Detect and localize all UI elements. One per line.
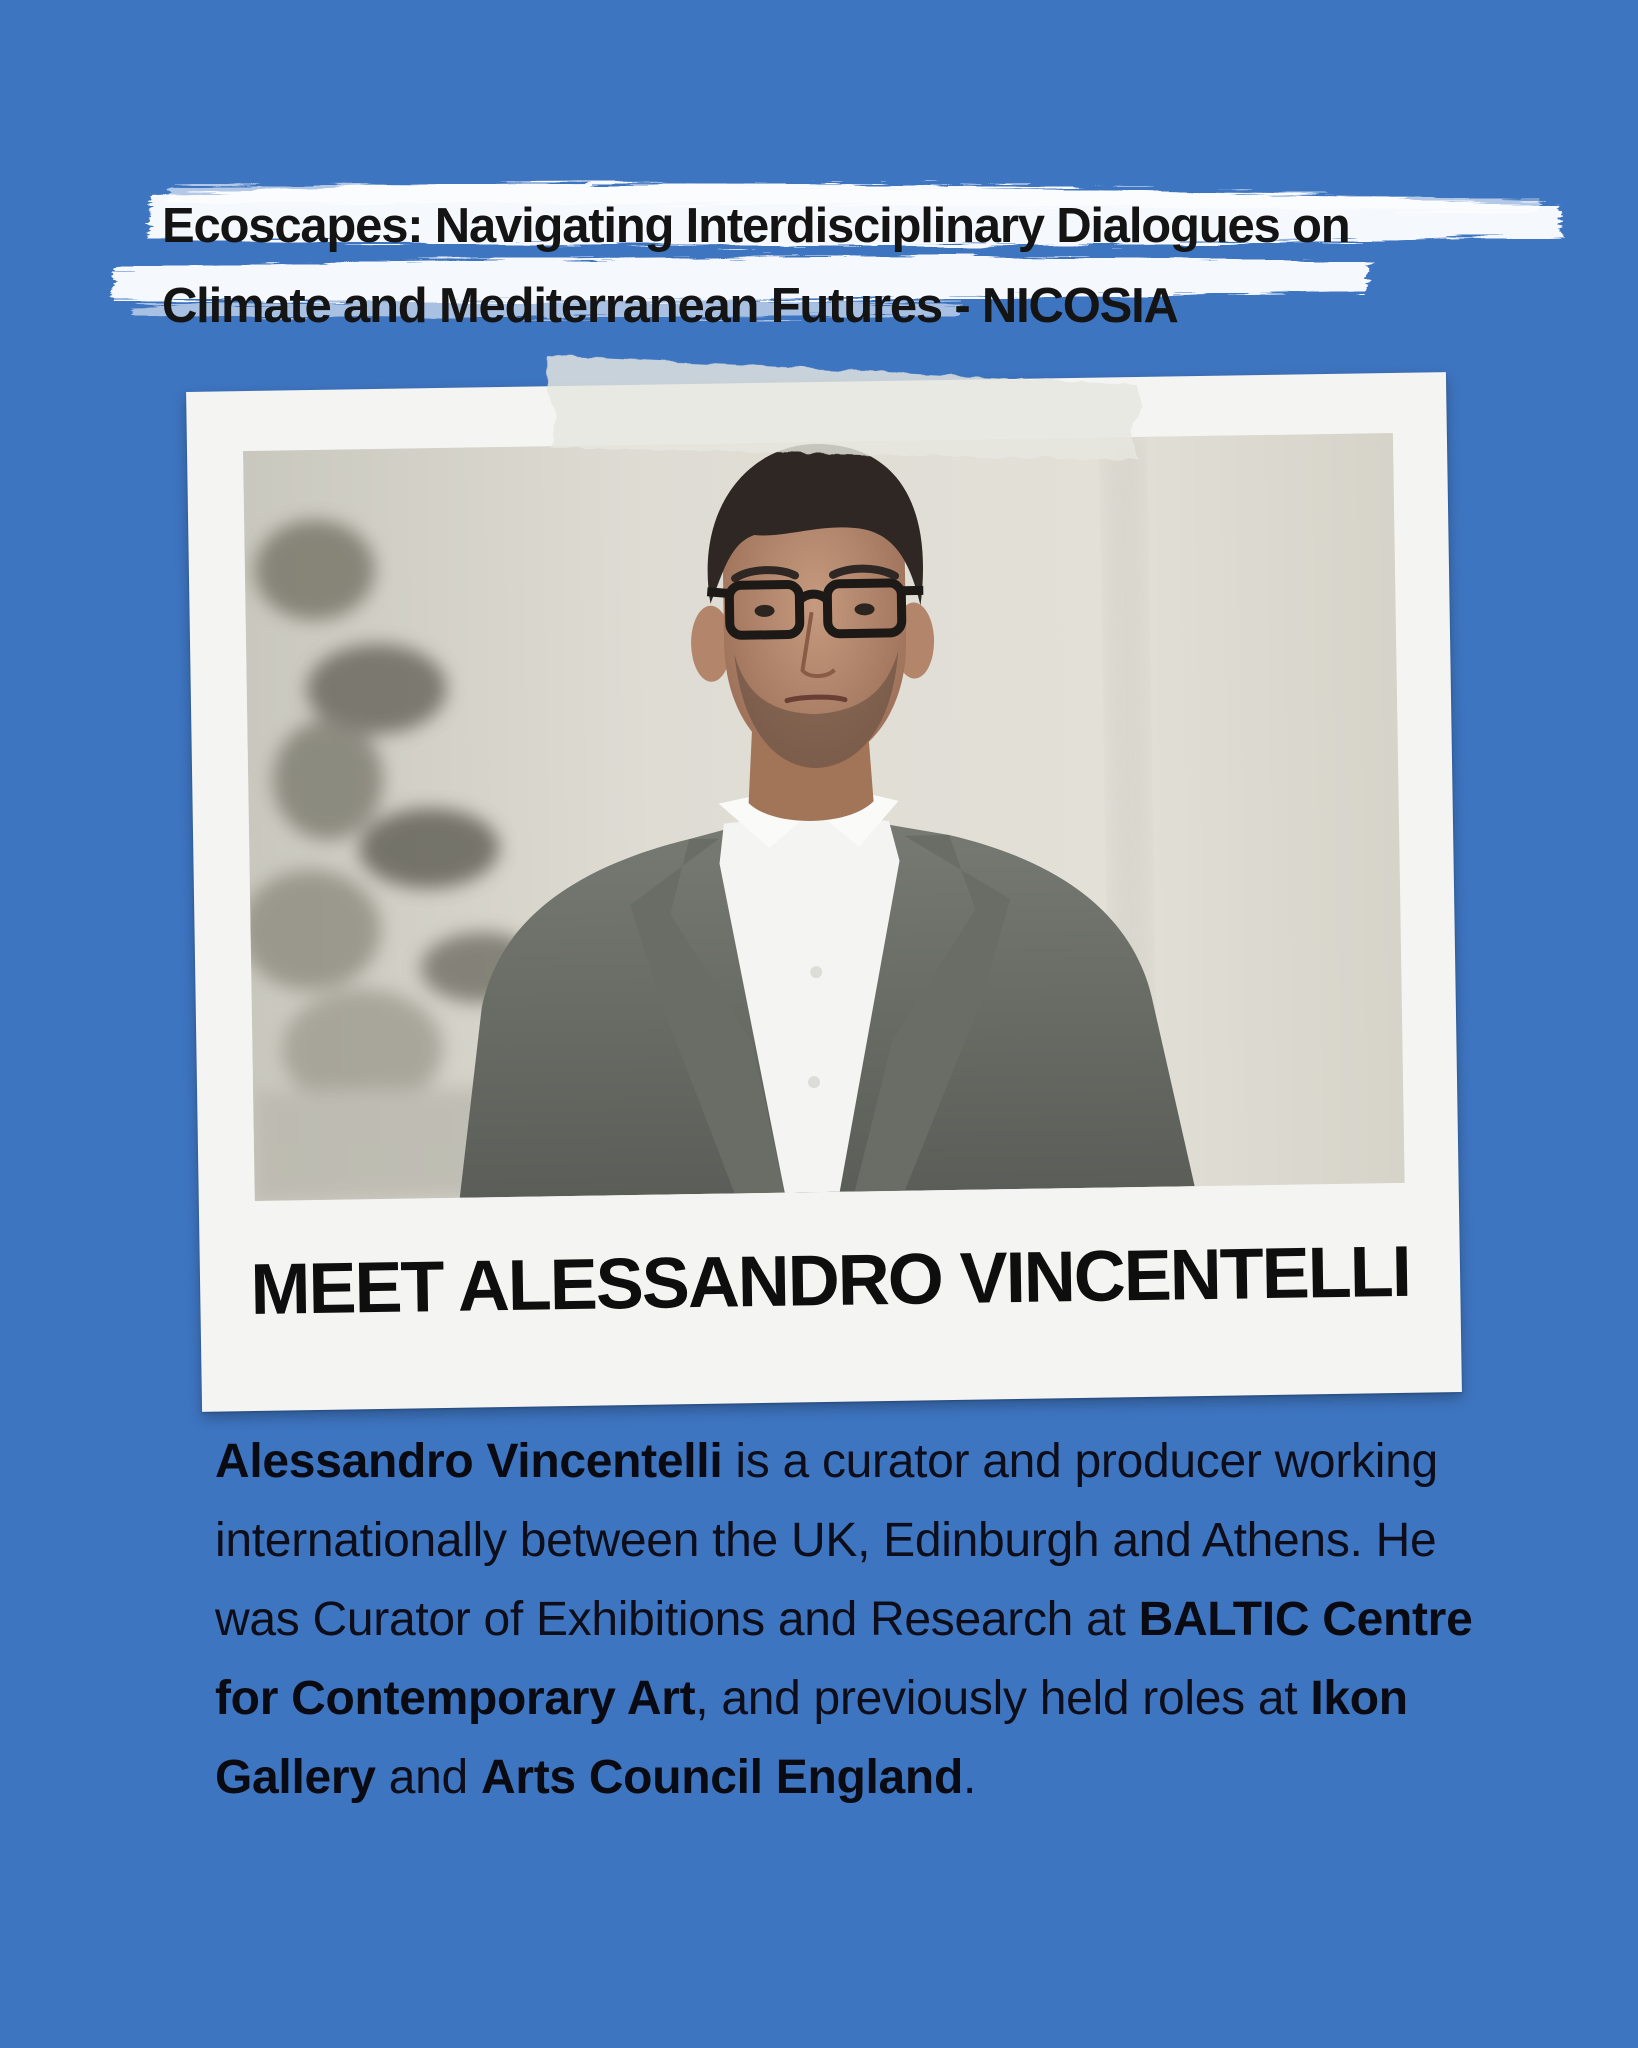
speaker-caption: MEET ALESSANDRO VINCENTELLI [249, 1231, 1411, 1331]
event-title-line-1: Ecoscapes: Navigating Interdisciplinary Dialogues on [162, 199, 1350, 253]
masking-tape-decoration [543, 348, 1146, 469]
portrait-illustration [243, 433, 1405, 1201]
bio-org-arts-council: Arts Council England [480, 1751, 963, 1804]
bio-text-4: . [962, 1751, 977, 1804]
speaker-bio [215, 1422, 1515, 1817]
polaroid-frame [186, 372, 1462, 1412]
event-title [162, 186, 1582, 346]
bio-text-2: , and previously held roles at [695, 1672, 1311, 1725]
event-title-line-2: Climate and Mediterranean Futures - NICOSIA [162, 279, 1178, 333]
portrait-photo [243, 433, 1405, 1201]
bio-org-ikon: Ikon Gallery [215, 1672, 1408, 1804]
bio-org-baltic: BALTIC Centre for Contemporary Art [215, 1593, 1473, 1725]
bio-text-3: and [375, 1751, 481, 1804]
bio-text-1: is a curator and producer working internationally between the UK, Edinburgh and Athens. He was Curator of Exhibitions and Research at [215, 1435, 1438, 1646]
bio-speaker-name: Alessandro Vincentelli [215, 1435, 723, 1488]
